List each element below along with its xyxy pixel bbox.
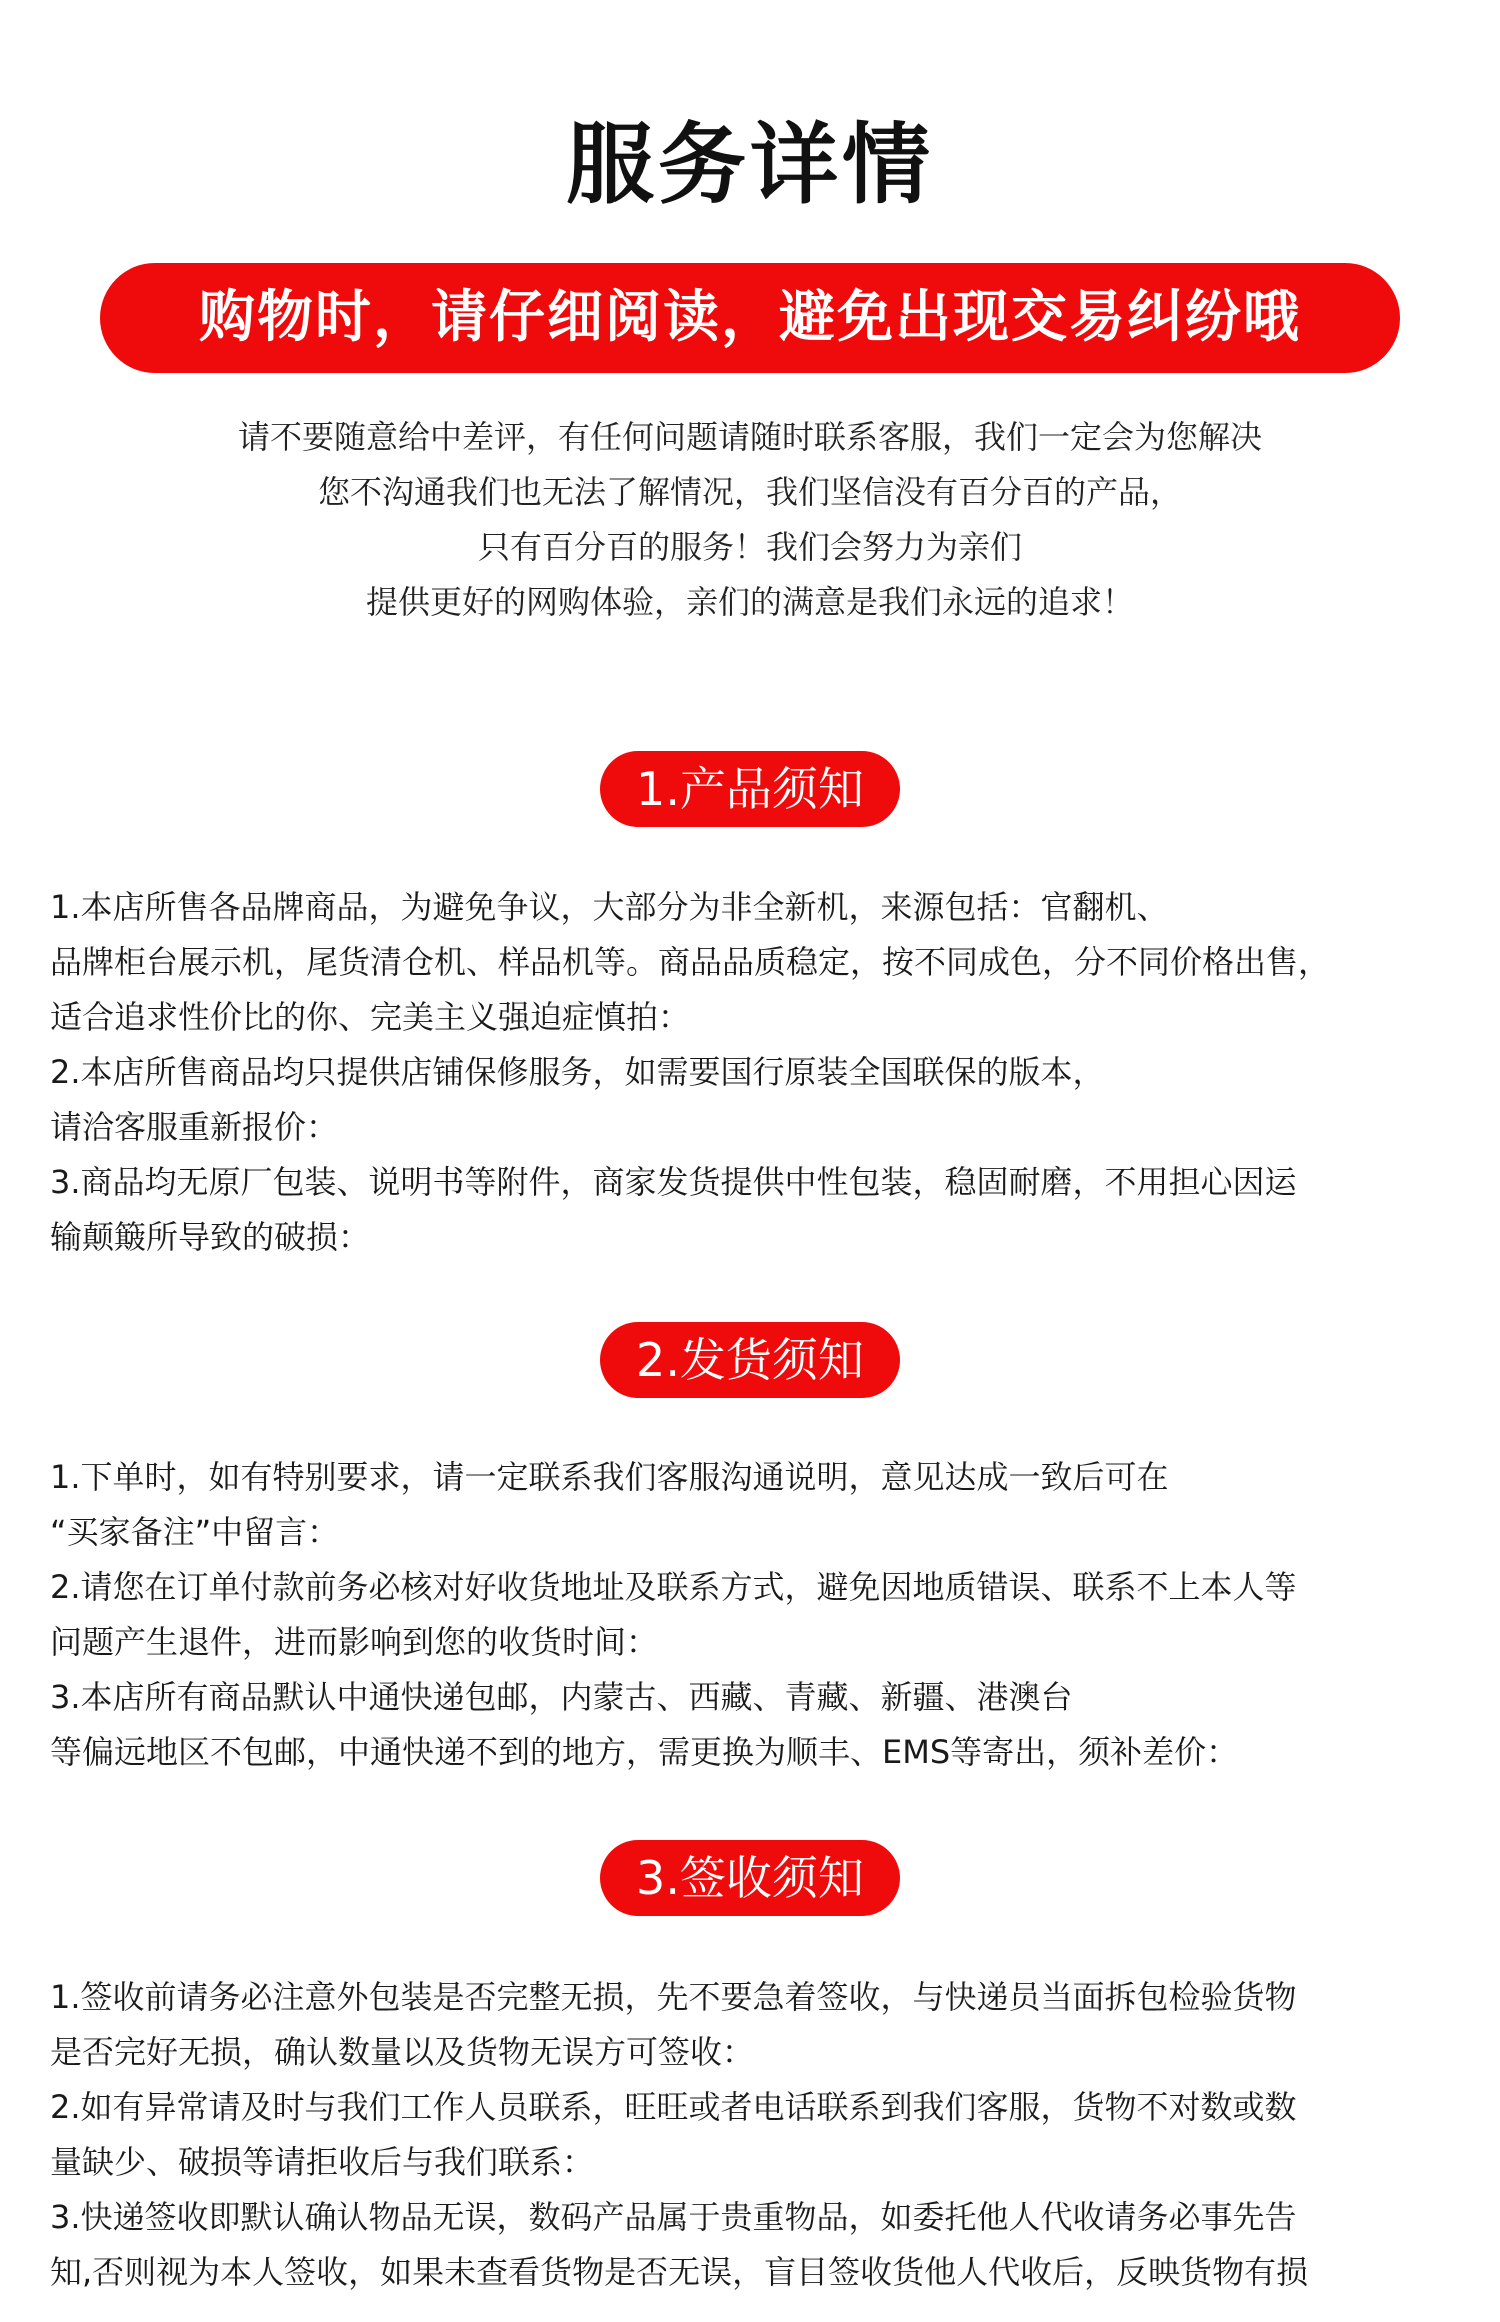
- section-line: 品牌柜台展示机，尾货清仓机、样品机等。商品品质稳定，按不同成色，分不同价格出售，: [50, 943, 1331, 981]
- section-line: 1.本店所售各品牌商品，为避免争议，大部分为非全新机，来源包括：官翻机、: [50, 888, 1169, 926]
- intro-line: 请不要随意给中差评，有任何问题请随时联系客服，我们一定会为您解决: [237, 418, 1262, 456]
- section-line: 2.如有异常请及时与我们工作人员联系，旺旺或者电话联系到我们客服，货物不对数或数: [50, 2088, 1297, 2126]
- section-line: 3.快递签收即默认确认物品无误，数码产品属于贵重物品，如委托他人代收请务必事先告: [50, 2198, 1297, 2236]
- intro-line: 您不沟通我们也无法了解情况，我们坚信没有百分百的产品，: [317, 473, 1182, 511]
- page-title: 服务详情: [565, 113, 934, 216]
- section-line: 1.签收前请务必注意外包装是否完整无损，先不要急着签收，与快递员当面拆包检验货物: [50, 1978, 1297, 2016]
- warning-banner: [100, 263, 1400, 373]
- section-line: 输颠簸所导致的破损：: [50, 1218, 371, 1256]
- section-line: 1.下单时，如有特别要求，请一定联系我们客服沟通说明，意见达成一致后可在: [50, 1458, 1169, 1496]
- section-heading-receipt: [600, 1840, 900, 1916]
- section-line: 3.本店所有商品默认中通快递包邮，内蒙古、西藏、青藏、新疆、港澳台: [50, 1678, 1073, 1716]
- section-line: “买家备注”中留言：: [50, 1513, 340, 1551]
- intro-paragraph: [0, 410, 1500, 630]
- section-line: 问题产生退件，进而影响到您的收货时间：: [50, 1623, 659, 1661]
- section-body-product: [50, 880, 1470, 1265]
- section-line: 3.商品均无原厂包装、说明书等附件，商家发货提供中性包装，稳固耐磨，不用担心因运: [50, 1163, 1297, 1201]
- section-line: 2.本店所售商品均只提供店铺保修服务，如需要国行原装全国联保的版本，: [50, 1053, 1105, 1091]
- section-heading-label: 1.产品须知: [636, 762, 864, 816]
- intro-line: 提供更好的网购体验，亲们的满意是我们永远的追求！: [365, 583, 1134, 621]
- section-heading-shipping: [600, 1322, 900, 1398]
- warning-banner-text: 购物时，请仔细阅读，避免出现交易纠纷哦: [199, 285, 1301, 350]
- section-line: 知,否则视为本人签收，如果未查看货物是否无误，盲目签收货他人代收后，反映货物有损: [50, 2253, 1309, 2291]
- section-body-shipping: [50, 1450, 1470, 1780]
- section-line: 2.请您在订单付款前务必核对好收货地址及联系方式，避免因地质错误、联系不上本人等: [50, 1568, 1297, 1606]
- section-body-receipt: [50, 1970, 1470, 2300]
- section-line: 请洽客服重新报价：: [50, 1108, 339, 1146]
- section-heading-product: [600, 751, 900, 827]
- section-line: 适合追求性价比的你、完美主义强迫症慎拍：: [50, 998, 691, 1036]
- section-heading-label: 3.签收须知: [636, 1851, 864, 1905]
- section-line: 是否完好无损，确认数量以及货物无误方可签收：: [50, 2033, 755, 2071]
- section-line: 量缺少、破损等请拒收后与我们联系：: [50, 2143, 595, 2181]
- section-line: 等偏远地区不包邮，中通快递不到的地方，需更换为顺丰、EMS等寄出，须补差价：: [50, 1733, 1239, 1771]
- section-heading-label: 2.发货须知: [636, 1333, 864, 1387]
- intro-line: 只有百分百的服务！我们会努力为亲们: [477, 528, 1022, 566]
